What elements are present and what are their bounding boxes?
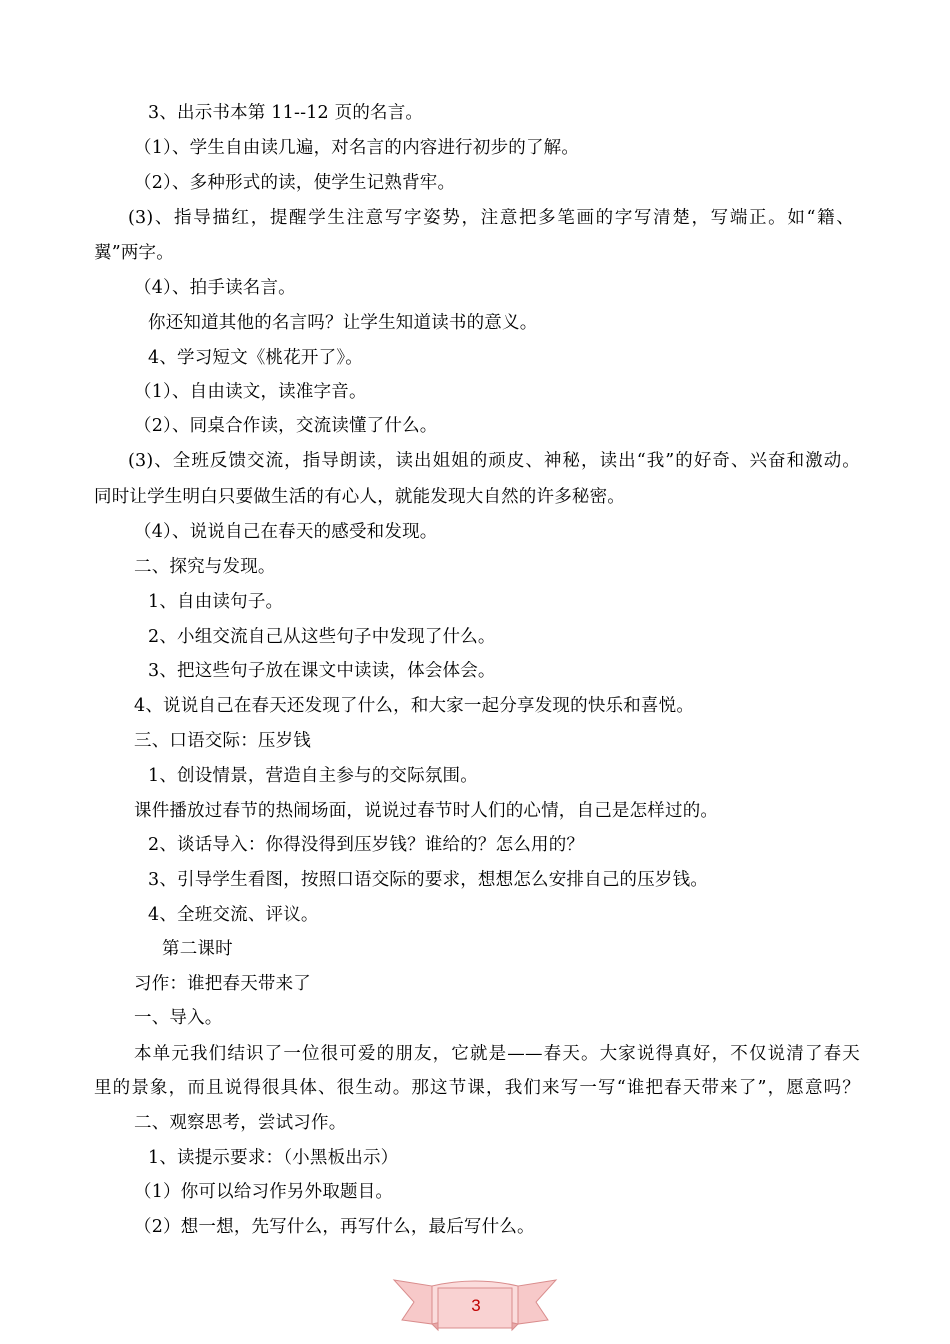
text-line: 3、引导学生看图，按照口语交际的要求，想想怎么安排自己的压岁钱。 [148,870,709,890]
text-line: 4、全班交流、评议。 [148,905,319,925]
text-line: （2）、同桌合作读，交流读懂了什么。 [134,416,438,436]
text-line: （1）、学生自由读几遍，对名言的内容进行初步的了解。 [134,138,580,158]
text-line: （2）想一想，先写什么，再写什么，最后写什么。 [134,1217,535,1237]
text-line: （1）、自由读文，读准字音。 [134,382,367,402]
page-number: 3 [471,1296,481,1315]
section-heading: 二、探究与发现。 [134,557,276,577]
text-line: 3、把这些句子放在课文中读读，体会体会。 [148,661,496,681]
text-line: 4、学习短文《桃花开了》。 [148,348,363,368]
text-line: 同时让学生明白只要做生活的有心人，就能发现大自然的许多秘密。 [94,487,625,507]
text-line: 2、谈话导入：你得没得到压岁钱？谁给的？怎么用的？ [148,835,585,855]
text-line: (3)、指导描红，提醒学生注意写字姿势，注意把多笔画的字写清楚，写端正。如“籍、 [128,208,854,228]
text-line: （1）你可以给习作另外取题目。 [134,1182,394,1202]
text-line: 1、创设情景，营造自主参与的交际氛围。 [148,766,478,786]
text-line: 1、读提示要求：（小黑板出示） [148,1148,399,1168]
text-line: 3、出示书本第 11--12 页的名言。 [148,103,424,123]
text-line: 你还知道其他的名言吗？让学生知道读书的意义。 [148,313,538,333]
text-line: (3)、全班反馈交流，指导朗读，读出姐姐的顽皮、神秘，读出“我”的好奇、兴奋和激动。 [128,451,860,471]
section-heading: 一、导入。 [134,1008,223,1028]
text-line: 课件播放过春节的热闹场面，说说过春节时人们的心情，自己是怎样过的。 [134,801,719,821]
section-heading: 二、观察思考，尝试习作。 [134,1113,347,1133]
text-line: （4）、说说自己在春天的感受和发现。 [134,522,438,542]
text-line: 本单元我们结识了一位很可爱的朋友，它就是——春天。大家说得真好，不仅说清了春天 [134,1044,860,1064]
text-line: 2、小组交流自己从这些句子中发现了什么。 [148,627,496,647]
lesson-heading: 第二课时 [162,939,233,959]
text-line: （2）、多种形式的读，使学生记熟背牢。 [134,173,456,193]
section-heading: 三、口语交际：压岁钱 [134,731,311,751]
text-line: 翼”两字。 [94,243,174,263]
text-line: （4）、拍手读名言。 [134,278,296,298]
text-line: 里的景象，而且说得很具体、很生动。那这节课，我们来写一写“谁把春天带来了”，愿意吗？ [94,1078,860,1098]
section-heading: 习作：谁把春天带来了 [134,974,311,994]
text-line: 4、说说自己在春天还发现了什么，和大家一起分享发现的快乐和喜悦。 [134,696,695,716]
text-line: 1、自由读句子。 [148,592,284,612]
